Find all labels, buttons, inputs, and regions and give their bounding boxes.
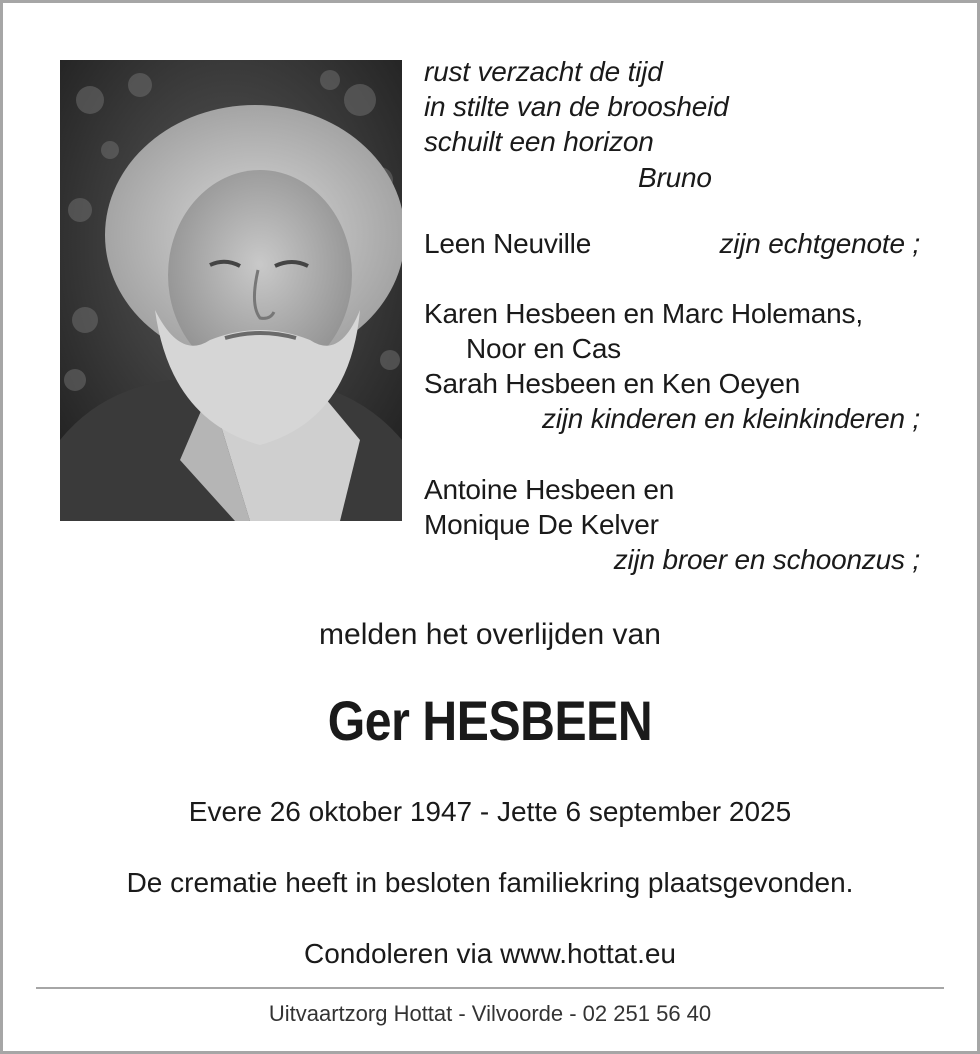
poem-line-3: schuilt een horizon — [424, 126, 654, 157]
children-relation: zijn kinderen en kleinkinderen ; — [541, 403, 920, 434]
spouse-name: Leen Neuville — [424, 228, 592, 259]
siblings-line-1: Antoine Hesbeen en — [424, 474, 675, 505]
footer-divider — [36, 987, 944, 989]
portrait-photo — [60, 60, 402, 521]
condolences-link: Condoleren via www.hottat.eu — [304, 938, 676, 969]
poem-line-2: in stilte van de broosheid — [424, 91, 729, 122]
children-line-1: Karen Hesbeen en Marc Holemans, — [424, 298, 863, 329]
deceased-name: Ger HESBEEN — [327, 689, 653, 752]
children-line-2: Noor en Cas — [466, 333, 621, 364]
siblings-relation: zijn broer en schoonzus ; — [613, 544, 920, 575]
siblings-line-2: Monique De Kelver — [424, 509, 659, 540]
poem-author: Bruno — [638, 162, 712, 193]
poem — [424, 54, 729, 159]
funeral-home-footer: Uitvaartzorg Hottat - Vilvoorde - 02 251 56 40 — [268, 1001, 712, 1026]
poem-line-1: rust verzacht de tijd — [424, 56, 663, 87]
announcement: melden het overlijden van — [319, 618, 661, 651]
spouse-relation: zijn echtgenote ; — [719, 228, 920, 259]
life-dates: Evere 26 oktober 1947 - Jette 6 september 2025 — [188, 796, 792, 827]
cremation-note: De crematie heeft in besloten familiekring plaatsgevonden. — [126, 867, 854, 898]
children-line-3: Sarah Hesbeen en Ken Oeyen — [424, 368, 801, 399]
